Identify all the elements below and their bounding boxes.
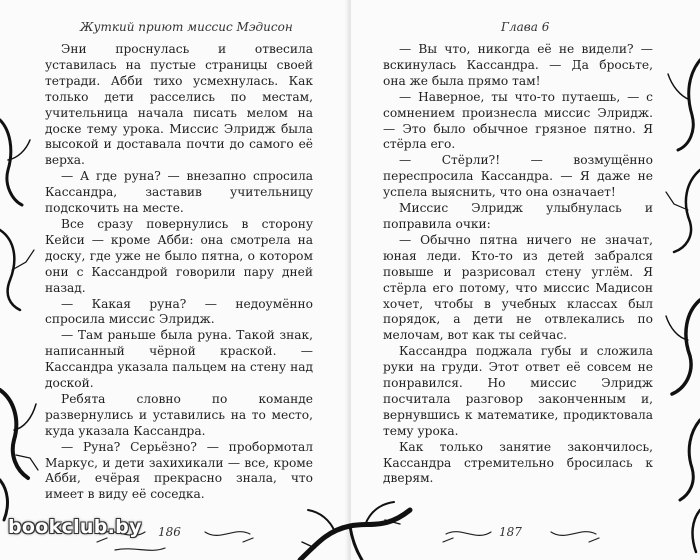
left-page-text (45, 42, 313, 503)
right-page (351, 0, 700, 560)
paragraph: — Там раньше была руна. Такой знак, написанный чёрной краской. — Кассандра указала пальцем на стену над доской. (45, 328, 313, 391)
paragraph: Как только занятие закончилось, Кассандра стремительно бросилась к дверям. (383, 439, 653, 486)
paragraph: Кассандра поджала губы и сложила руки на груди. Этот ответ её совсем не понравился. Но миссис Элридж посчитала разговор законченным и, вернувшись к математике, продиктовала тему урока. (383, 344, 653, 438)
page-number-right: 187 (499, 525, 522, 539)
page-number-left: 186 (158, 525, 181, 539)
running-head-left: Жуткий приют миссис Мэдисон (80, 20, 293, 34)
paragraph: Ребята словно по команде развернулись и уставились на то место, куда указала Кассандра. (45, 391, 313, 438)
paragraph: — Стёрли?! — возмущённо переспросила Кассандра. — Я даже не успела выяснить, что она означает! (383, 153, 653, 200)
paragraph: Эни проснулась и отвесила уставилась на пустые страницы своей тетради. Абби тихо усмехнулась. Как только дети расселись по местам, учительница начала писать мелом на доске тему урока. Миссис Элридж была высокой и доставала почти до самого её верха. (45, 42, 313, 168)
paragraph: Миссис Элридж улыбнулась и поправила очки: (383, 201, 653, 231)
paragraph: — Какая руна? — недоумённо спросила миссис Элридж. (45, 296, 313, 327)
paragraph: — Обычно пятна ничего не значат, юная леди. Кто-то из детей забрался повыше и разрисовал стену углём. Я стёрла его потому, что миссис Мадисон хочет, чтобы в учебных классах был порядок, а дети не отвлекались по мелочам, вот как ты сейчас. (383, 232, 653, 343)
paragraph: — Руна? Серьёзно? — пробормотал Маркус, и дети захихикали — все, кроме Абби, ечёрая прекрасно знала, что имеет в виду её соседка. (45, 439, 313, 502)
watermark: bookclub.by (8, 516, 142, 538)
running-head-right: Глава 6 (501, 20, 550, 34)
paragraph: Все сразу повернулись в сторону Кейси — кроме Абби: она смотрела на доску, где уже не было пятна, о котором они с Кассандрой говорили пару дней назад. (45, 216, 313, 295)
left-page (0, 0, 349, 560)
tree-decoration-icon (290, 490, 420, 560)
right-page-text (383, 42, 653, 487)
paragraph: — А где руна? — внезапно спросила Кассандра, заставив учительницу подскочить на месте. (45, 169, 313, 216)
branch-decoration-icon (0, 0, 40, 560)
branch-decoration-icon (660, 0, 700, 560)
paragraph: — Наверное, ты что-то путаешь, — с сомнением произнесла миссис Элридж. — Это было обычное грязное пятно. Я стёрла его. (383, 89, 653, 152)
paragraph: — Вы что, никогда её не видели? — вскинулась Кассандра. — Да бросьте, она же была прямо там! (383, 42, 653, 88)
